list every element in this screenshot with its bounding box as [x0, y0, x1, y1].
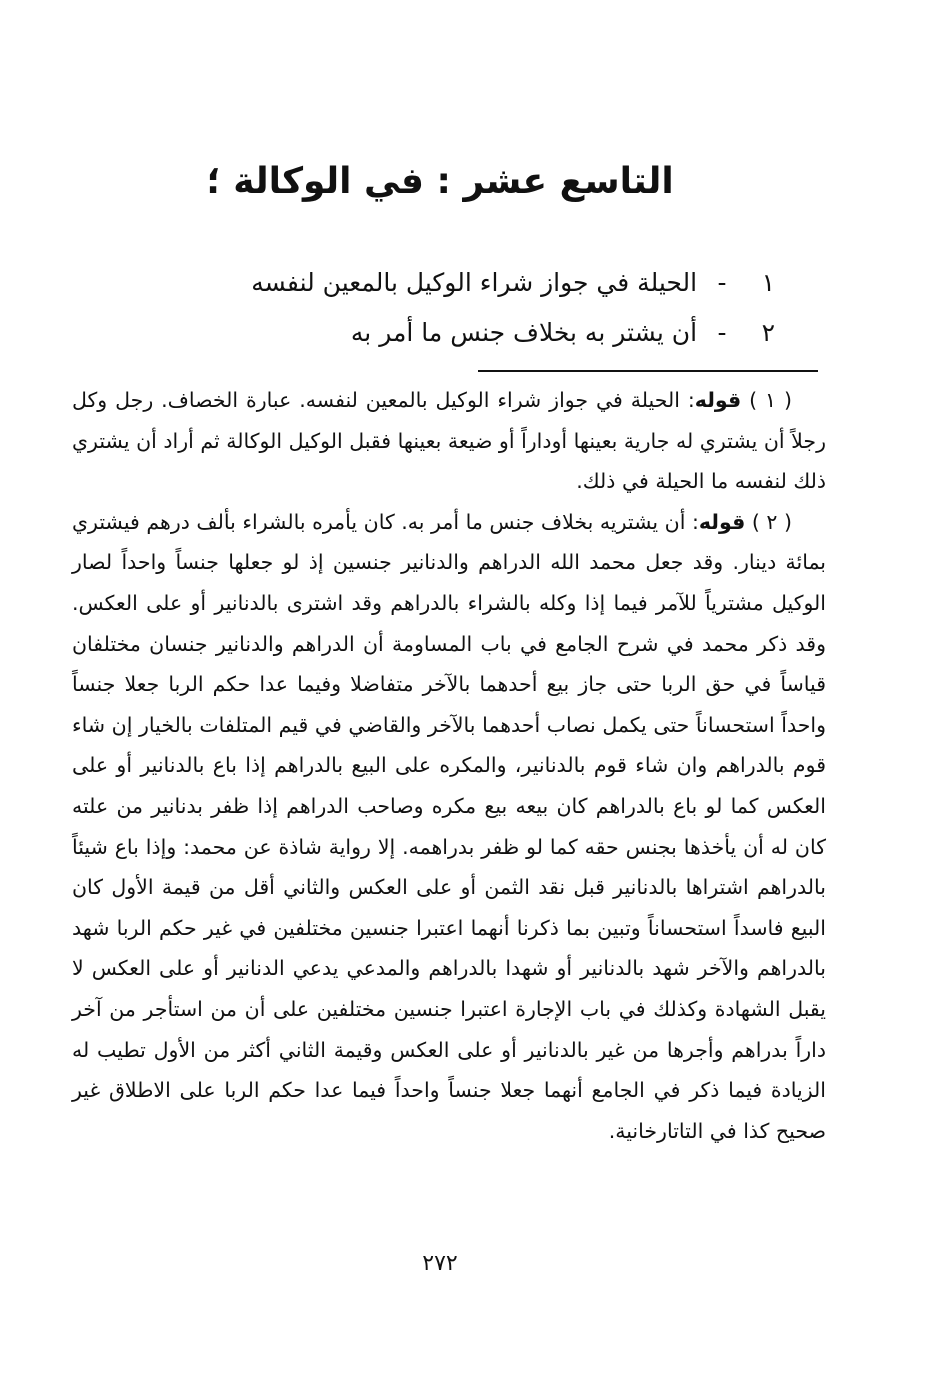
contents-item-number: ٢: [761, 318, 775, 347]
contents-item-number: ١: [761, 268, 775, 297]
page-number: ٢٧٢: [422, 1251, 458, 1276]
contents-item-dash: -: [717, 318, 727, 347]
footnote-text: : الحيلة في جواز شراء الوكيل بالمعين لنفسه. عبارة الخصاف. رجل وكل رجلاً أن يشتري له جارية بعينها أوداراً أو ضيعة بعينها فقبل الوكيل الوكالة ثم أراد أن يشتري ذلك لنفسه ما الحيلة في ذلك.: [72, 388, 826, 494]
contents-item-dash: -: [717, 268, 727, 297]
contents-item: [215, 308, 775, 358]
chapter-title: التاسع عشر : في الوكالة ؛: [206, 161, 674, 202]
contents-item: [215, 258, 775, 308]
footnote-ref: ( ١ ): [749, 388, 792, 412]
footnote-keyword: قوله: [698, 509, 746, 534]
footnote: [72, 380, 826, 502]
contents-item-text: أن يشتر به بخلاف جنس ما أمر به: [350, 318, 698, 347]
footnote-keyword: قوله: [694, 388, 742, 412]
footnote-text: : أن يشتريه بخلاف جنس ما أمر به. كان يأمره بالشراء بألف درهم فيشتري بمائة دينار. وقد جعل محمد الله الدراهم والدنانير جنسين إذ لو جعلها جنساً واحداً لصار الوكيل مشترياً للآمر فيما إذا وكله بالشراء بالدراهم وقد اشترى بالدنانير أو على العكس. وقد ذكر محمد في شرح الجامع في باب المساومة أن الدراهم والدنانير جنسان مختلفان قياساً في حق الربا حتى جاز بيع أحدهما بالآخر متفاضلا وفيما عدا حكم الربا جعلا جنساً واحداً استحساناً حتى يكمل نصاب أحدهما بالآخر والقاضي في قيم المتلفات بالخيار إن شاء قوم بالدراهم وان شاء قوم بالدنانير، والمكره على البيع بالدراهم إذا باع بالدنانير أو على العكس كما لو باع بالدراهم كان بيعه بيع مكره وصاحب الدراهم إذا ظفر بدنانير من علته كان له أن يأخذها بجنس حقه كما لو ظفر بدراهمه. إلا رواية شاذة عن محمد: وإذا باع شيئاً بالدراهم اشتراها بالدنانير قبل نقد الثمن أو على العكس والثاني أقل من قيمة الأول كان البيع فاسداً استحساناً وتبين بما ذكرنا أنهما اعتبرا جنسين مختلفين في غير حكم الربا شهد بالدراهم والآخر شهد بالدنانير أو شهدا بالدراهم والمدعي يدعي الدنانير أو على العكس لا يقبل الشهادة وكذلك في باب الإجارة اعتبرا جنسين مختلفين على أن من استأجر من آخر داراً بدراهم وأجرها من غير بالدنانير أو على العكس وقيمة الثاني أكثر من الأول تطيب له الزيادة فيما ذكر في الجامع أنهما جعلا جنساً واحداً فيما عدا حكم الربا على الاطلاق غير صحيح كذا في التاتارخانية.: [72, 509, 826, 1143]
footnote-separator-rule: [478, 370, 818, 372]
chapter-contents-list: [215, 258, 775, 358]
contents-item-text: الحيلة في جواز شراء الوكيل بالمعين لنفسه: [251, 268, 698, 297]
footnote-ref: ( ٢ ): [751, 509, 792, 534]
footnote: [72, 502, 826, 1152]
footnotes: [72, 380, 826, 1151]
